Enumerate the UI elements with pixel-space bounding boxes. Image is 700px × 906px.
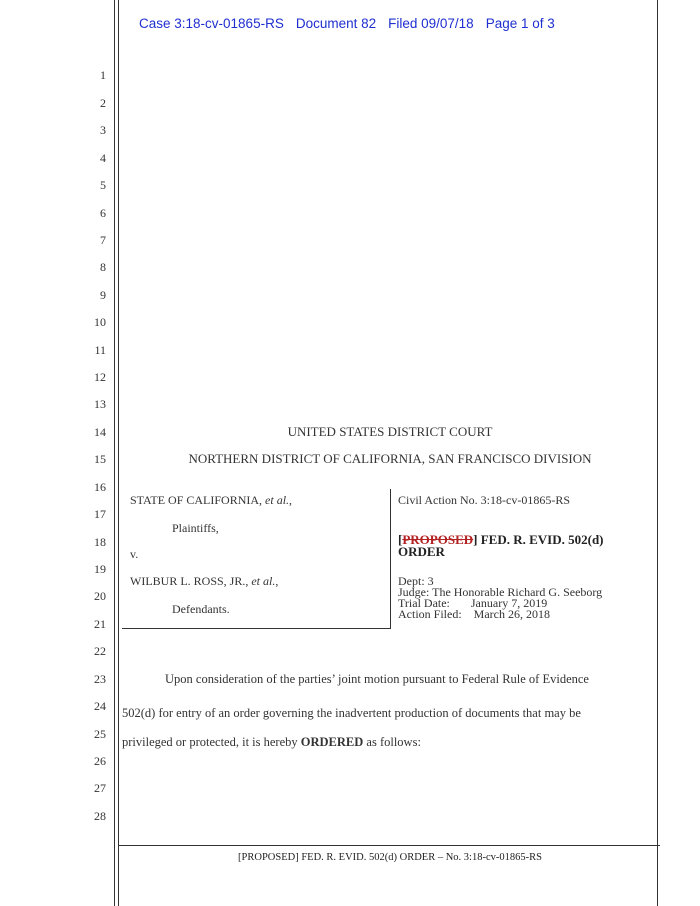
line-number: 11	[94, 343, 106, 357]
line-number: 23	[94, 672, 106, 686]
court-district: NORTHERN DISTRICT OF CALIFORNIA, SAN FRANCISCO DIVISION	[188, 451, 592, 466]
body-line-2: 502(d) for entry of an order governing the inadvertent production of documents that may be	[122, 706, 581, 720]
line-number: 15	[94, 452, 106, 466]
plaintiff-name: STATE OF CALIFORNIA, et al.,	[130, 493, 293, 507]
line-number: 16	[94, 480, 106, 494]
left-margin-rule-outer	[114, 0, 115, 906]
page-footer: [PROPOSED] FED. R. EVID. 502(d) ORDER – No. 3:18-cv-01865-RS	[238, 852, 542, 863]
line-number: 9	[100, 288, 106, 302]
line-number: 3	[100, 123, 106, 137]
line-number: 7	[100, 233, 106, 247]
line-number: 27	[94, 781, 106, 795]
plaintiffs-label: Plaintiffs,	[172, 521, 219, 535]
caption-bottom-rule	[122, 628, 390, 629]
line-number: 13	[94, 397, 106, 411]
action-filed: Action Filed: March 26, 2018	[398, 607, 550, 621]
line-number: 24	[94, 699, 106, 713]
line-number: 1	[100, 68, 106, 82]
versus: v.	[130, 547, 139, 561]
caption-right-rule	[390, 489, 391, 629]
line-number: 26	[94, 754, 106, 768]
body-line-3: privileged or protected, it is hereby ORDERED as follows:	[122, 735, 421, 749]
proposed-strikethrough: PROPOSED	[402, 532, 474, 547]
line-number: 19	[94, 562, 106, 576]
document-title: [PROPOSED] FED. R. EVID. 502(d) ORDER	[398, 532, 604, 559]
body-line-1: Upon consideration of the parties’ joint motion pursuant to Federal Rule of Evidence	[165, 672, 589, 686]
defendants-label: Defendants.	[172, 602, 230, 616]
filed-date: Filed 09/07/18	[388, 16, 474, 31]
line-number: 2	[100, 96, 106, 110]
line-number: 18	[94, 535, 106, 549]
court-name: UNITED STATES DISTRICT COURT	[287, 424, 493, 439]
filing-header	[139, 16, 567, 31]
civil-action-number: Civil Action No. 3:18-cv-01865-RS	[398, 493, 570, 507]
line-number: 5	[100, 178, 106, 192]
page-indicator: Page 1 of 3	[485, 16, 555, 31]
line-number: 10	[94, 315, 106, 329]
document-number: Document 82	[295, 16, 377, 31]
line-number: 8	[100, 260, 106, 274]
left-margin-rule-inner	[118, 0, 119, 906]
line-number: 21	[94, 617, 106, 631]
trial-date: Trial Date: January 7, 2019	[398, 596, 548, 610]
judge: Judge: The Honorable Richard G. Seeborg	[398, 585, 603, 599]
line-number: 25	[94, 727, 106, 741]
line-number: 17	[94, 507, 106, 521]
case-number: Case 3:18-cv-01865-RS	[139, 16, 284, 31]
dept: Dept: 3	[398, 574, 434, 588]
defendant-name: WILBUR L. ROSS, JR., et al.,	[130, 574, 279, 588]
line-number: 22	[94, 644, 106, 658]
line-number: 14	[94, 425, 106, 439]
line-number: 28	[94, 809, 106, 823]
line-number: 20	[94, 589, 106, 603]
line-number: 4	[100, 151, 106, 165]
footer-rule	[118, 845, 660, 846]
line-number: 6	[100, 206, 106, 220]
line-number: 12	[94, 370, 106, 384]
